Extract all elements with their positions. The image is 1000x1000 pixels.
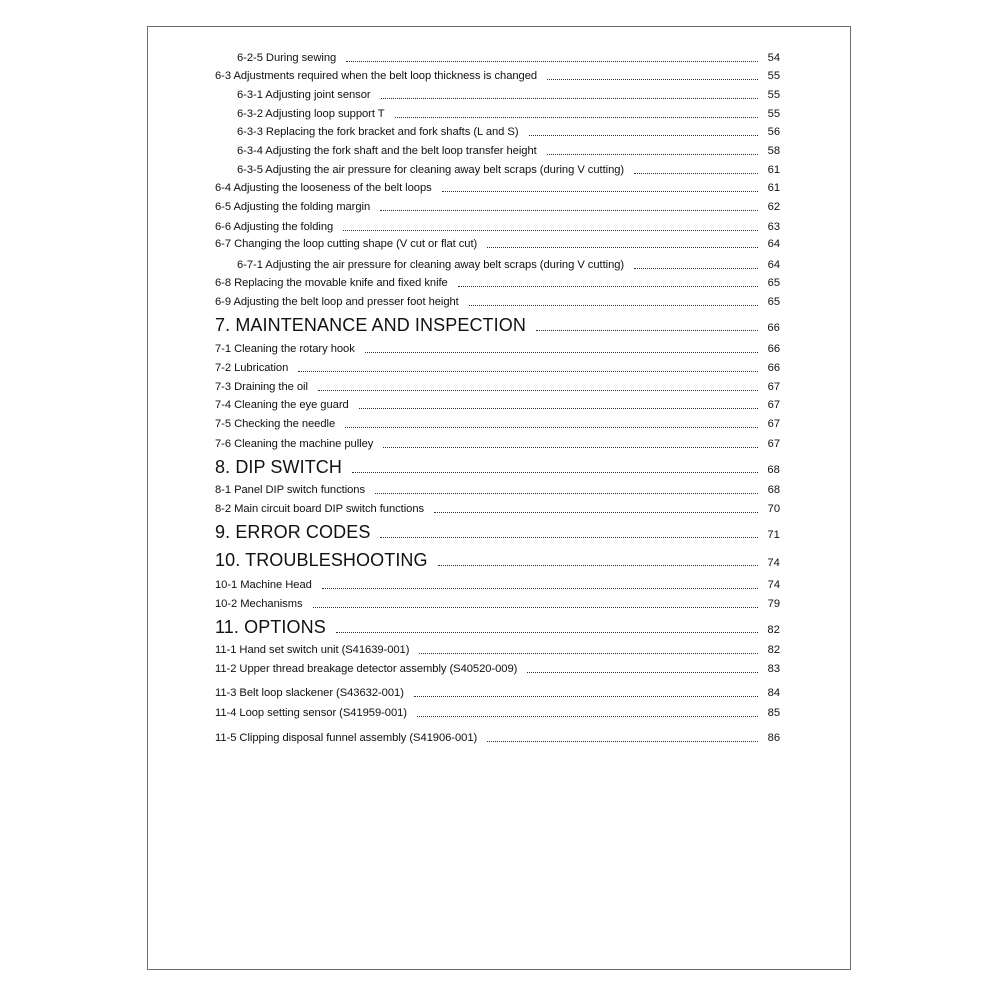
toc-entry-title: 6-3 Adjustments required when the belt loop thickness is changed bbox=[215, 70, 538, 82]
toc-dot-leader bbox=[487, 741, 758, 742]
toc-dot-leader bbox=[298, 371, 758, 372]
toc-chapter-heading[interactable] bbox=[215, 550, 780, 570]
toc-entry-page: 66 bbox=[767, 343, 780, 355]
toc-dot-leader bbox=[529, 135, 759, 136]
toc-entry-title: 7-5 Checking the needle bbox=[215, 418, 336, 430]
toc-entry-title: 11-3 Belt loop slackener (S43632-001) bbox=[215, 687, 404, 699]
toc-entry[interactable] bbox=[215, 181, 780, 195]
toc-entry-title: 6-3-3 Replacing the fork bracket and fork shafts (L and S) bbox=[237, 126, 519, 138]
toc-entry[interactable] bbox=[237, 163, 780, 177]
toc-chapter-title: 9. ERROR CODES bbox=[215, 522, 371, 542]
toc-entry-page: 86 bbox=[767, 732, 780, 744]
toc-entry[interactable] bbox=[215, 597, 780, 611]
toc-entry-page: 55 bbox=[767, 70, 780, 82]
toc-entry-page: 67 bbox=[767, 399, 780, 411]
toc-entry-page: 64 bbox=[767, 238, 780, 250]
toc-chapter-title: 11. OPTIONS bbox=[215, 617, 326, 637]
toc-entry-title: 6-3-1 Adjusting joint sensor bbox=[237, 89, 371, 101]
toc-dot-leader bbox=[442, 191, 758, 192]
toc-dot-leader bbox=[417, 716, 758, 717]
toc-chapter-title: 8. DIP SWITCH bbox=[215, 457, 342, 477]
toc-entry-title: 8-1 Panel DIP switch functions bbox=[215, 484, 366, 496]
toc-entry-title: 6-4 Adjusting the looseness of the belt loops bbox=[215, 182, 432, 194]
toc-chapter-page: 71 bbox=[767, 529, 780, 541]
toc-dot-leader bbox=[634, 268, 758, 269]
toc-dot-leader bbox=[634, 173, 758, 174]
toc-entry[interactable] bbox=[215, 731, 780, 745]
toc-entry[interactable] bbox=[215, 342, 780, 356]
toc-dot-leader bbox=[381, 98, 758, 99]
toc-chapter-page: 82 bbox=[767, 624, 780, 636]
toc-entry-page: 84 bbox=[767, 687, 780, 699]
toc-chapter-heading[interactable] bbox=[215, 457, 780, 477]
toc-dot-leader bbox=[313, 607, 758, 608]
toc-entry[interactable] bbox=[237, 88, 780, 102]
toc-entry[interactable] bbox=[215, 237, 780, 251]
toc-entry[interactable] bbox=[237, 51, 780, 65]
toc-entry-title: 7-1 Cleaning the rotary hook bbox=[215, 343, 355, 355]
toc-entry-page: 74 bbox=[767, 579, 780, 591]
toc-chapter-heading[interactable] bbox=[215, 315, 780, 335]
toc-entry-page: 79 bbox=[767, 598, 780, 610]
toc-chapter-page: 74 bbox=[767, 557, 780, 569]
toc-chapter-heading[interactable] bbox=[215, 522, 780, 542]
toc-dot-leader bbox=[434, 512, 758, 513]
toc-entry-page: 55 bbox=[767, 89, 780, 101]
toc-dot-leader bbox=[438, 565, 758, 566]
toc-entry-page: 85 bbox=[767, 707, 780, 719]
toc-entry-page: 65 bbox=[767, 277, 780, 289]
toc-entry-page: 67 bbox=[767, 418, 780, 430]
toc-entry-page: 68 bbox=[767, 484, 780, 496]
toc-chapter-page: 68 bbox=[767, 464, 780, 476]
toc-entry[interactable] bbox=[237, 107, 780, 121]
toc-entry-title: 11-4 Loop setting sensor (S41959-001) bbox=[215, 707, 407, 719]
toc-entry[interactable] bbox=[237, 258, 780, 272]
toc-entry[interactable] bbox=[215, 69, 780, 83]
toc-entry-title: 11-5 Clipping disposal funnel assembly (S41906-001) bbox=[215, 732, 478, 744]
toc-entry[interactable] bbox=[215, 502, 780, 516]
toc-entry-page: 62 bbox=[767, 201, 780, 213]
toc-dot-leader bbox=[318, 390, 758, 391]
toc-dot-leader bbox=[527, 672, 758, 673]
toc-chapter-page: 66 bbox=[767, 322, 780, 334]
toc-chapter-title: 10. TROUBLESHOOTING bbox=[215, 550, 428, 570]
toc-dot-leader bbox=[375, 493, 758, 494]
toc-entry[interactable] bbox=[215, 686, 780, 700]
toc-entry[interactable] bbox=[237, 144, 780, 158]
toc-entry-title: 6-3-5 Adjusting the air pressure for cleaning away belt scraps (during V cutting) bbox=[237, 164, 625, 176]
toc-entry-title: 6-3-2 Adjusting loop support T bbox=[237, 108, 385, 120]
toc-dot-leader bbox=[336, 632, 758, 633]
toc-dot-leader bbox=[380, 537, 758, 538]
toc-dot-leader bbox=[487, 247, 758, 248]
toc-entry[interactable] bbox=[215, 578, 780, 592]
toc-entry-title: 7-3 Draining the oil bbox=[215, 381, 308, 393]
toc-entry-page: 61 bbox=[767, 182, 780, 194]
toc-dot-leader bbox=[547, 79, 758, 80]
toc-entry-title: 6-8 Replacing the movable knife and fixed knife bbox=[215, 277, 448, 289]
toc-chapter-heading[interactable] bbox=[215, 617, 780, 637]
toc-dot-leader bbox=[322, 588, 758, 589]
toc-entry[interactable] bbox=[215, 276, 780, 290]
toc-entry[interactable] bbox=[215, 662, 780, 676]
toc-entry-page: 61 bbox=[767, 164, 780, 176]
toc-entry-page: 54 bbox=[767, 52, 780, 64]
toc-dot-leader bbox=[469, 305, 758, 306]
toc-entry-title: 7-6 Cleaning the machine pulley bbox=[215, 438, 374, 450]
toc-dot-leader bbox=[346, 61, 758, 62]
toc-entry-title: 11-2 Upper thread breakage detector assembly (S40520-009) bbox=[215, 663, 518, 675]
toc-dot-leader bbox=[359, 408, 758, 409]
toc-entry-title: 6-5 Adjusting the folding margin bbox=[215, 201, 371, 213]
toc-entry-page: 65 bbox=[767, 296, 780, 308]
toc-entry-page: 56 bbox=[767, 126, 780, 138]
toc-dot-leader bbox=[345, 427, 758, 428]
toc-entry[interactable] bbox=[215, 361, 780, 375]
toc-dot-leader bbox=[547, 154, 758, 155]
toc-dot-leader bbox=[419, 653, 758, 654]
toc-entry-title: 10-2 Mechanisms bbox=[215, 598, 303, 610]
toc-dot-leader bbox=[352, 472, 758, 473]
toc-entry-title: 6-7 Changing the loop cutting shape (V cut or flat cut) bbox=[215, 238, 478, 250]
toc-dot-leader bbox=[380, 210, 758, 211]
toc-entry[interactable] bbox=[215, 398, 780, 412]
toc-entry[interactable] bbox=[215, 417, 780, 431]
toc-entry-page: 83 bbox=[767, 663, 780, 675]
toc-entry-page: 58 bbox=[767, 145, 780, 157]
toc-entry-title: 6-9 Adjusting the belt loop and presser foot height bbox=[215, 296, 459, 308]
toc-dot-leader bbox=[458, 286, 758, 287]
toc-entry-title: 8-2 Main circuit board DIP switch functions bbox=[215, 503, 425, 515]
toc-dot-leader bbox=[395, 117, 758, 118]
toc-chapter-title: 7. MAINTENANCE AND INSPECTION bbox=[215, 315, 526, 335]
toc-entry-title: 7-2 Lubrication bbox=[215, 362, 289, 374]
toc-entry-title: 11-1 Hand set switch unit (S41639-001) bbox=[215, 644, 410, 656]
toc-entry-page: 64 bbox=[767, 259, 780, 271]
toc-entry[interactable] bbox=[215, 295, 780, 309]
toc-entry-page: 70 bbox=[767, 503, 780, 515]
toc-entry-page: 55 bbox=[767, 108, 780, 120]
toc-entry-title: 6-7-1 Adjusting the air pressure for cleaning away belt scraps (during V cutting) bbox=[237, 259, 625, 271]
toc-entry[interactable] bbox=[237, 125, 780, 139]
toc-dot-leader bbox=[365, 352, 758, 353]
toc-entry-page: 82 bbox=[767, 644, 780, 656]
toc-entry-page: 66 bbox=[767, 362, 780, 374]
toc-dot-leader bbox=[414, 696, 758, 697]
toc-entry[interactable] bbox=[215, 200, 780, 214]
toc-entry[interactable] bbox=[215, 643, 780, 657]
toc-entry[interactable] bbox=[215, 706, 780, 720]
toc-entry-page: 67 bbox=[767, 438, 780, 450]
toc-entry[interactable] bbox=[215, 380, 780, 394]
toc-entry-title: 7-4 Cleaning the eye guard bbox=[215, 399, 349, 411]
toc-entry[interactable] bbox=[215, 437, 780, 451]
toc-entry-title: 6-3-4 Adjusting the fork shaft and the belt loop transfer height bbox=[237, 145, 537, 157]
toc-dot-leader bbox=[343, 230, 758, 231]
toc-entry[interactable] bbox=[215, 483, 780, 497]
toc-entry[interactable] bbox=[215, 220, 780, 234]
toc-entry-page: 63 bbox=[767, 221, 780, 233]
toc-dot-leader bbox=[383, 447, 758, 448]
toc-entry-page: 67 bbox=[767, 381, 780, 393]
toc-dot-leader bbox=[536, 330, 758, 331]
toc-entry-title: 10-1 Machine Head bbox=[215, 579, 312, 591]
toc-entry-title: 6-2-5 During sewing bbox=[237, 52, 337, 64]
toc-entry-title: 6-6 Adjusting the folding bbox=[215, 221, 334, 233]
